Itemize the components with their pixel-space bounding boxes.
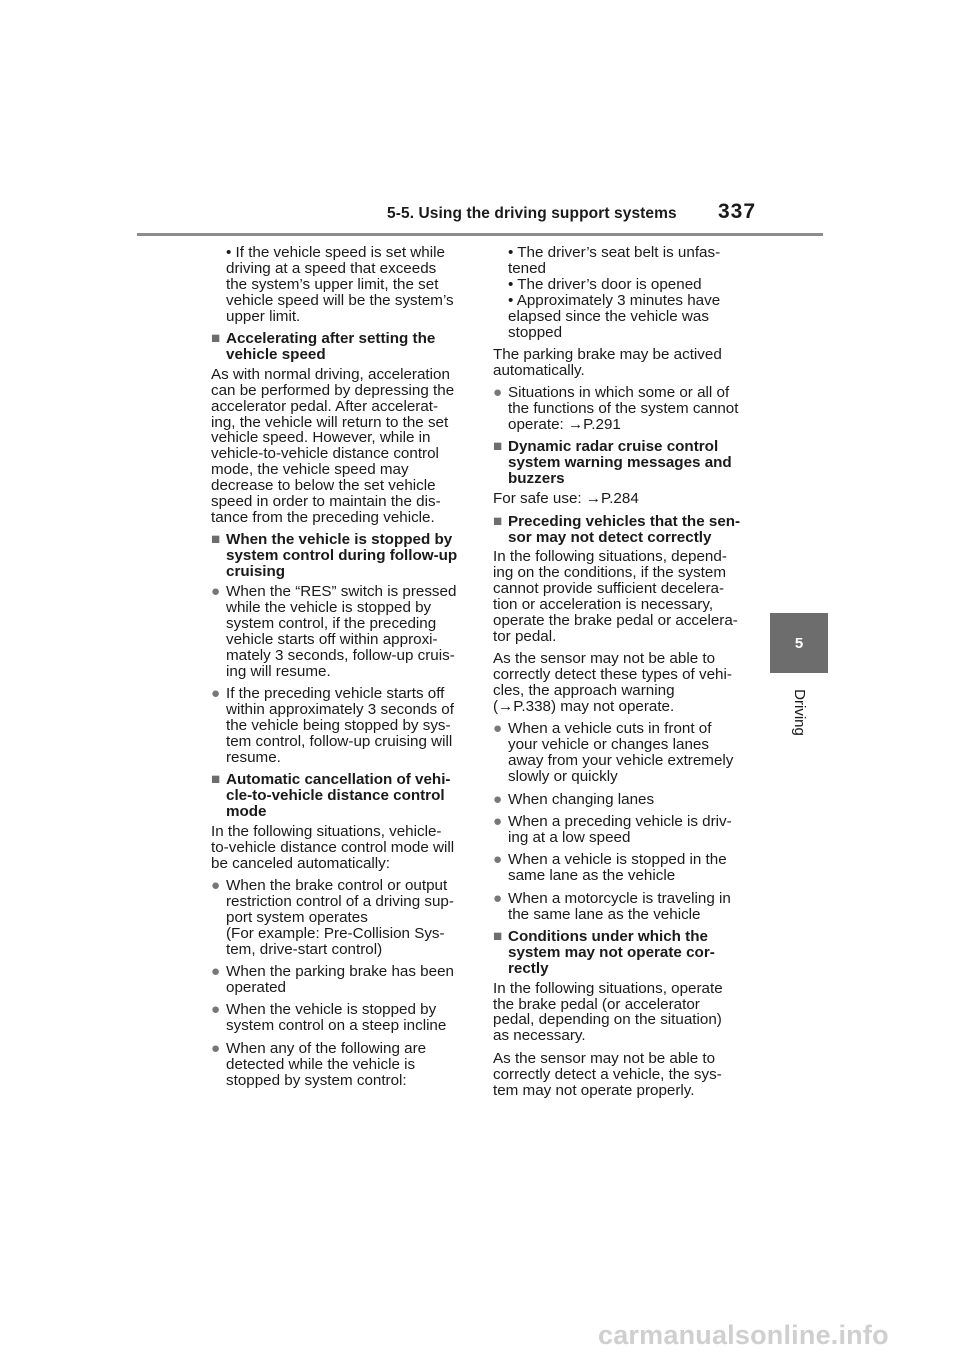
page-number: 337 bbox=[718, 200, 757, 223]
bullet-icon: ● bbox=[493, 851, 503, 869]
paragraph-parking-brake: The parking brake may be actived automatically. bbox=[493, 345, 722, 379]
list-item-text: When a vehicle cuts in front of your vehicle or changes lanes away from your vehicle extremely slowly or quickly bbox=[508, 720, 734, 786]
heading-marker-icon: ■ bbox=[211, 771, 221, 789]
list-item-text: Situations in which some or all of the functions of the system cannot operate: →P.291 bbox=[508, 384, 739, 434]
list-item-text: When the brake control or output restriction control of a driving sup- port system operates (For example: Pre-Collision Sys- tem, drive-start control) bbox=[226, 877, 454, 958]
list-item bbox=[211, 1002, 471, 1034]
section-title: 5-5. Using the driving support systems bbox=[387, 205, 677, 222]
sub-list-item: • The driver’s door is opened bbox=[508, 275, 702, 293]
list-item bbox=[493, 385, 761, 433]
bullet-icon: ● bbox=[211, 1039, 221, 1057]
list-item-text: When changing lanes bbox=[508, 790, 655, 808]
list-item bbox=[211, 686, 471, 766]
list-item-text: When the vehicle is stopped by system control on a steep incline bbox=[226, 1001, 447, 1035]
list-item bbox=[493, 891, 761, 923]
list-item-text: When a preceding vehicle is driv- ing at a low speed bbox=[508, 813, 732, 846]
sub-list-item: • The driver’s seat belt is unfas- tened bbox=[508, 244, 721, 277]
list-item-text: When a vehicle is stopped in the same lane as the vehicle bbox=[508, 851, 727, 885]
list-item bbox=[493, 792, 761, 808]
paragraph-warning: For safe use: →P.284 bbox=[493, 490, 639, 508]
paragraph-preceding-1: In the following situations, depend- ing on the conditions, if the system cannot provide sufficient decelera- tion or acceleration is necessary, operate the brake pedal or accelera- tor pedal. bbox=[493, 548, 738, 645]
bullet-icon: ● bbox=[211, 877, 221, 895]
speed-limit-note: • If the vehicle speed is set while driving at a speed that exceeds the system’s upper limit, the set vehicle speed will be the system’s upper limit. bbox=[226, 244, 454, 325]
heading-text: Dynamic radar cruise control system warning messages and buzzers bbox=[508, 438, 732, 488]
sub-list-item: • Approximately 3 minutes have elapsed since the vehicle was stopped bbox=[508, 291, 721, 341]
heading-text: When the vehicle is stopped by system control during follow-up cruising bbox=[226, 531, 458, 581]
heading-preceding bbox=[493, 514, 761, 546]
paragraph-accelerating: As with normal driving, acceleration can be performed by depressing the accelerator pedal. After accelerat- ing, the vehicle will return to the set vehicle speed. However, while in vehicle-to-vehicle distance control mode, the vehicle speed may decrease to below the set vehicle speed in order to maintain the dis- tance from the preceding vehicle. bbox=[211, 365, 455, 526]
bullet-icon: ● bbox=[211, 1001, 221, 1019]
heading-marker-icon: ■ bbox=[211, 531, 221, 549]
list-item bbox=[211, 1041, 471, 1089]
list-item bbox=[211, 964, 471, 996]
stop-conditions-list bbox=[493, 245, 761, 340]
bullet-icon: ● bbox=[493, 720, 503, 738]
list-item-text: If the preceding vehicle starts off within approximately 3 seconds of the vehicle being stopped by sys- tem control, follow-up cruising will resume. bbox=[226, 685, 454, 766]
list-item bbox=[211, 584, 471, 679]
bullet-icon: ● bbox=[211, 963, 221, 981]
list-item bbox=[211, 878, 471, 958]
heading-text: Automatic cancellation of vehi- cle-to-vehicle distance control mode bbox=[226, 771, 451, 820]
heading-conditions bbox=[493, 929, 761, 977]
heading-stopped bbox=[211, 532, 471, 580]
list-item-text: When the “RES” switch is pressed while the vehicle is stopped by system control, if the preceding vehicle starts off within approxi- mately 3 seconds, follow-up cruis- ing will resume. bbox=[226, 583, 457, 680]
heading-text: Conditions under which the system may not operate cor- rectly bbox=[508, 927, 715, 977]
heading-auto-cancel bbox=[211, 772, 471, 820]
chapter-label bbox=[772, 682, 826, 742]
bullet-icon: ● bbox=[211, 685, 221, 703]
list-item bbox=[493, 852, 761, 884]
heading-warning bbox=[493, 439, 761, 487]
heading-marker-icon: ■ bbox=[493, 438, 503, 456]
list-item-text: When the parking brake has been operated bbox=[226, 963, 454, 996]
bullet-icon: ● bbox=[211, 583, 221, 601]
heading-text: Preceding vehicles that the sen- sor may not detect correctly bbox=[508, 512, 741, 546]
right-column bbox=[493, 245, 761, 1105]
paragraph-preceding-2: As the sensor may not be able to correctly detect these types of vehi- cles, the approach warning (→P.338) may not operate. bbox=[493, 650, 732, 716]
header-divider bbox=[137, 233, 823, 236]
heading-text: Accelerating after setting the vehicle speed bbox=[226, 330, 436, 363]
list-item bbox=[493, 814, 761, 846]
chapter-label-text: Driving bbox=[790, 688, 808, 736]
chapter-number-tab: 5 bbox=[770, 613, 828, 673]
paragraph-conditions-1: In the following situations, operate the brake pedal (or accelerator pedal, depending on the situation) as necessary. bbox=[493, 979, 723, 1045]
list-item-text: When a motorcycle is traveling in the same lane as the vehicle bbox=[508, 889, 731, 923]
left-column bbox=[211, 245, 471, 1095]
list-item bbox=[493, 721, 761, 785]
paragraph-conditions-2: As the sensor may not be able to correctly detect a vehicle, the sys- tem may not operate properly. bbox=[493, 1049, 722, 1099]
heading-accelerating bbox=[211, 331, 471, 363]
list-item-text: When any of the following are detected while the vehicle is stopped by system control: bbox=[226, 1039, 427, 1089]
watermark-link[interactable]: carmanualsonline.info bbox=[598, 1320, 889, 1350]
heading-marker-icon: ■ bbox=[211, 330, 221, 348]
bullet-icon: ● bbox=[493, 813, 503, 830]
heading-marker-icon: ■ bbox=[493, 927, 503, 945]
bullet-icon: ● bbox=[493, 384, 503, 402]
paragraph-auto-cancel: In the following situations, vehicle- to-vehicle distance control mode will be canceled automatically: bbox=[211, 822, 455, 872]
heading-marker-icon: ■ bbox=[493, 512, 503, 530]
bullet-icon: ● bbox=[493, 889, 503, 907]
bullet-icon: ● bbox=[493, 790, 503, 808]
